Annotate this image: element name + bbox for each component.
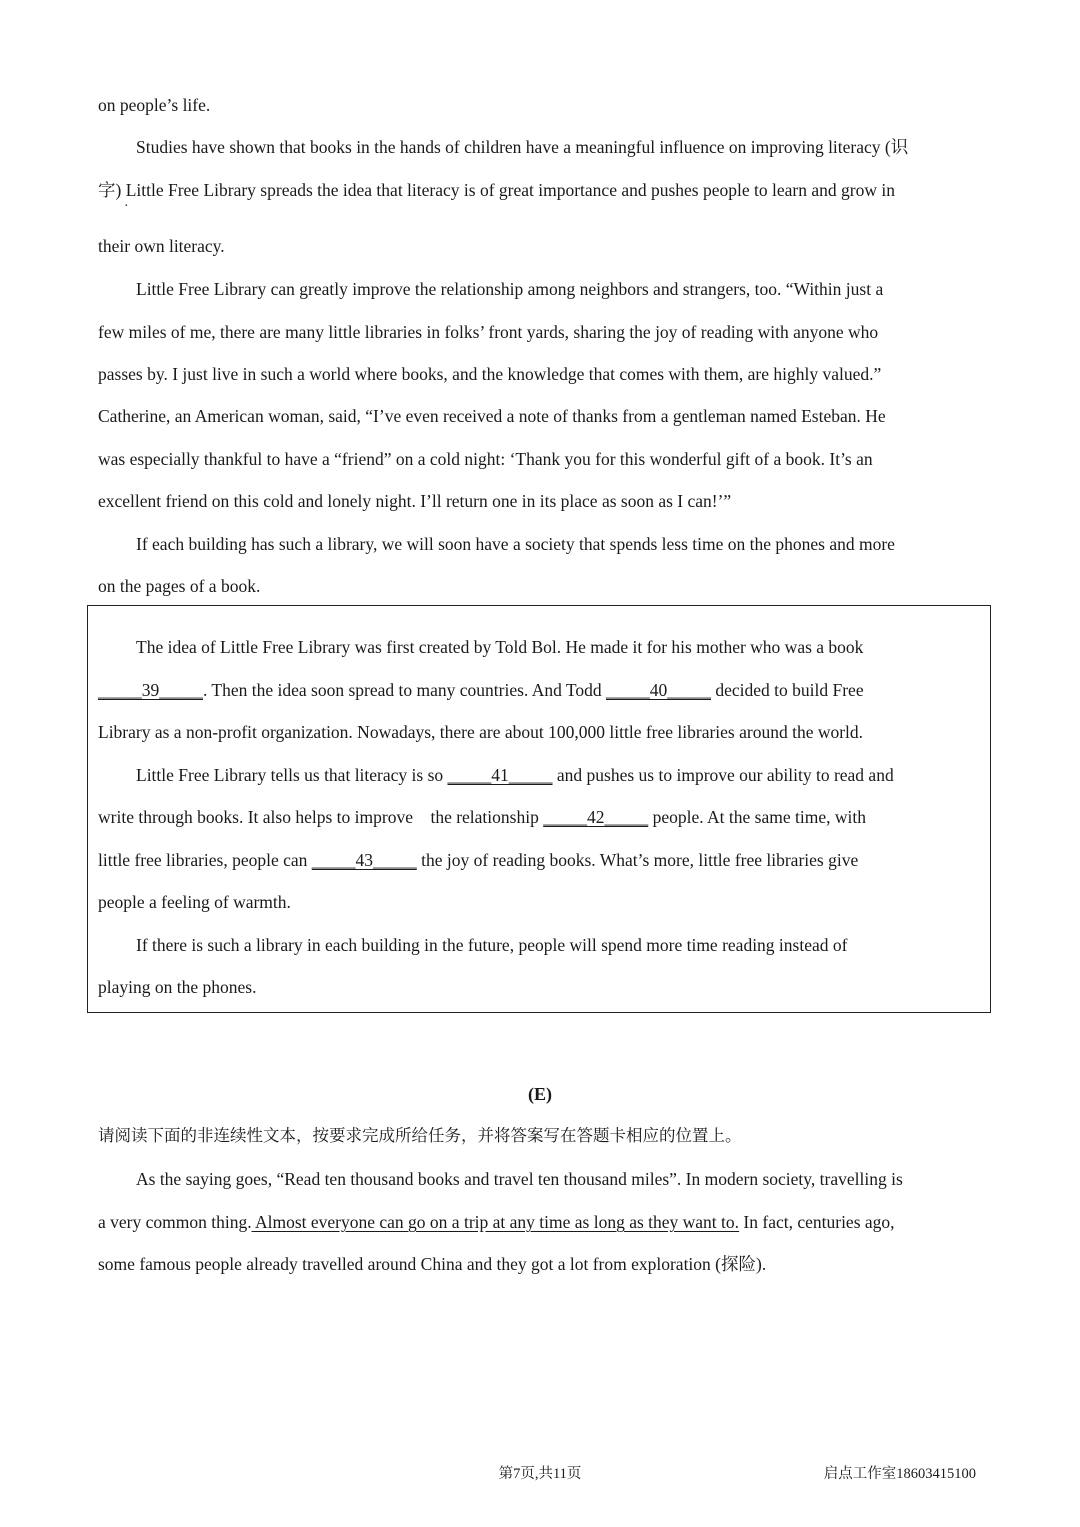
summary-text: people. At the same time, with [648,807,866,827]
summary-line: people a feeling of warmth. [98,892,291,912]
paragraph-end-line: on people’s life. [98,95,211,115]
summary-line [98,848,982,872]
answer-blank-39[interactable]: _____39_____ [98,680,203,700]
summary-line: playing on the phones. [98,977,257,997]
emphasis-dot: · [124,199,129,214]
summary-line: If there is such a library in each building in the future, people will spend more time reading instead of [136,935,848,955]
summary-text: and pushes us to improve our ability to read and [552,765,894,785]
paragraph-line: Studies have shown that books in the hands of children have a meaningful influence on improving literacy (识 [136,137,909,157]
summary-line [98,805,982,829]
page-number: 第7页,共11页 [498,1466,582,1482]
answer-blank-42[interactable]: _____42_____ [543,807,649,827]
paragraph-line: passes by. I just live in such a world where books, and the knowledge that comes with them, are highly valued.” [98,364,882,384]
paragraph-line: few miles of me, there are many little libraries in folks’ front yards, sharing the joy of reading with anyone who [98,322,879,342]
summary-line: Library as a non-profit organization. Nowadays, there are about 100,000 little free libraries around the world. [98,722,864,742]
paragraph-line: excellent friend on this cold and lonely night. I’ll return one in its place as soon as I can!’” [98,491,732,511]
paragraph-line: If each building has such a library, we will soon have a society that spends less time on the phones and more [136,534,895,554]
paragraph-line: was especially thankful to have a “friend” on a cold night: ‘Thank you for this wonderful gift of a book. It’s an [98,449,873,469]
summary-text: write through books. It also helps to improve the relationship [98,807,544,827]
answer-blank-40[interactable]: _____40_____ [606,680,711,700]
section-title: (E) [528,1084,552,1104]
summary-text: little free libraries, people can [98,850,312,870]
summary-text: decided to build Free [711,680,864,700]
answer-blank-43[interactable]: _____43_____ [311,850,417,870]
paragraph-line: some famous people already travelled around China and they got a lot from exploration (探险). [98,1254,767,1274]
underlined-sentence: Almost everyone can go on a trip at any time as long as they want to. [251,1212,740,1232]
paragraph-line: As the saying goes, “Read ten thousand books and travel ten thousand miles”. In modern society, travelling is [136,1169,903,1189]
paragraph-line: Little Free Library can greatly improve the relationship among neighbors and strangers, too. “Within just a [136,279,884,299]
paragraph-text: a very common thing. [98,1212,252,1232]
summary-text: . Then the idea soon spread to many countries. And Todd [203,680,606,700]
summary-line: The idea of Little Free Library was first created by Told Bol. He made it for his mother who was a book [136,637,864,657]
paragraph-line [98,1210,982,1234]
summary-text: the joy of reading books. What’s more, little free libraries give [416,850,859,870]
summary-line [98,678,982,702]
summary-text: Little Free Library tells us that literacy is so [136,765,448,785]
instruction-text: 请阅读下面的非连续性文本，按要求完成所给任务，并将答案写在答题卡相应的位置上。 [98,1126,742,1145]
answer-blank-41[interactable]: _____41_____ [447,765,553,785]
paragraph-line: Catherine, an American woman, said, “I’ve even received a note of thanks from a gentleman named Esteban. He [98,406,886,426]
studio-contact: 启点工作室18603415100 [823,1466,976,1482]
paragraph-line: on the pages of a book. [98,576,261,596]
paragraph-text: In fact, centuries ago, [739,1212,895,1232]
paragraph-line: their own literacy. [98,236,225,256]
paragraph-line: 字) Little Free Library spreads the idea that literacy is of great importance and pushes people to learn and grow in [98,180,895,200]
summary-line [98,763,1020,787]
